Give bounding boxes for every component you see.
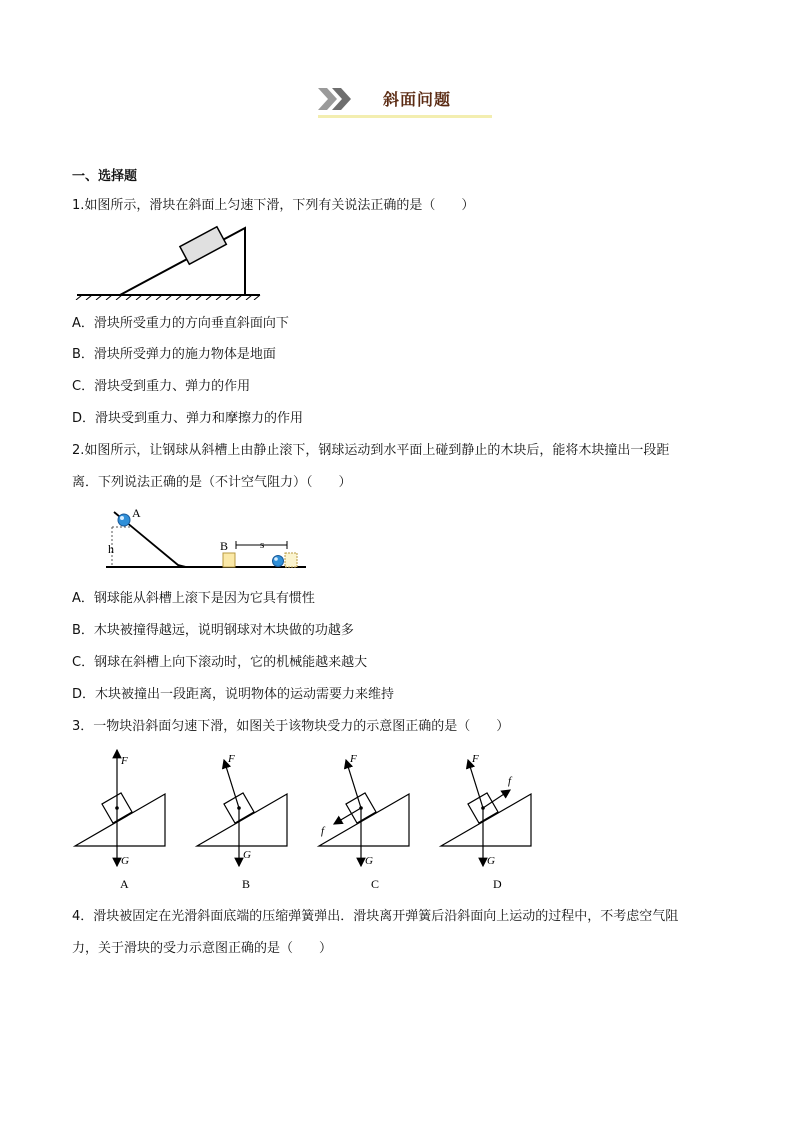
diagram-a-caption: A [120,877,129,891]
svg-text:G: G [487,855,495,867]
question-2-stem-line2: 离．下列说法正确的是（不计空气阻力）（ ） [72,475,352,490]
svg-text:F: F [228,753,235,765]
chevron-icon [318,88,358,110]
svg-text:F: F [121,755,128,767]
q2-option-c: C．钢球在斜槽上向下滚动时，它的机械能越来越大 [72,655,368,670]
diagram-a [75,750,165,891]
question-2-stem-line1: 2.如图所示，让钢球从斜槽上由静止滚下，钢球运动到水平面上碰到静止的木块后，能将木块撞出一段距 [72,443,670,458]
q1-incline-figure [72,225,267,300]
svg-text:F: F [350,753,357,765]
svg-text:G: G [121,855,129,867]
q2-option-b: B．木块被撞得越远，说明钢球对木块做的功越多 [72,623,354,638]
svg-text:G: G [365,855,373,867]
question-4-stem-line2: 力，关于滑块的受力示意图正确的是（ ） [72,941,333,956]
q1-option-c: C．滑块受到重力、弹力的作用 [72,379,251,394]
diagram-c-caption: C [371,877,380,891]
diagram-b [197,753,287,891]
q1-option-a: A．滑块所受重力的方向垂直斜面向下 [72,316,289,331]
page-title: 斜面问题 [383,90,452,109]
diagram-d-caption: D [493,877,502,891]
question-1-stem: 1.如图所示，滑块在斜面上匀速下滑，下列有关说法正确的是（ ） [72,198,475,213]
diagram-d [441,753,531,891]
svg-text:G: G [243,849,251,861]
section-title: 一、选择题 [72,169,138,184]
svg-text:f: f [508,775,512,787]
distance-label: s [260,539,265,551]
svg-text:f: f [321,825,325,837]
diagram-c [319,753,409,891]
block-label: B [220,539,229,553]
question-3-stem: 3．一物块沿斜面匀速下滑，如图关于该物块受力的示意图正确的是（ ） [72,719,510,734]
q1-option-b: B．滑块所受弹力的施力物体是地面 [72,347,276,362]
q2-option-d: D．木块被撞出一段距离，说明物体的运动需要力来维持 [72,687,395,702]
ball-label: A [132,506,141,520]
q2-option-a: A．钢球能从斜槽上滚下是因为它具有惯性 [72,591,315,606]
svg-text:F: F [472,753,479,765]
title-underline [318,115,492,118]
block-icon [223,553,235,567]
ball-icon [118,514,130,526]
height-label: h [108,542,114,556]
q3-force-diagrams [70,748,550,896]
question-4-stem-line1: 4．滑块被固定在光滑斜面底端的压缩弹簧弹出．滑块离开弹簧后沿斜面向上运动的过程中，不考虑空气阻 [72,909,679,924]
q2-ramp-figure [100,505,310,575]
diagram-b-caption: B [242,877,251,891]
q1-option-d: D．滑块受到重力、弹力和摩擦力的作用 [72,411,304,426]
